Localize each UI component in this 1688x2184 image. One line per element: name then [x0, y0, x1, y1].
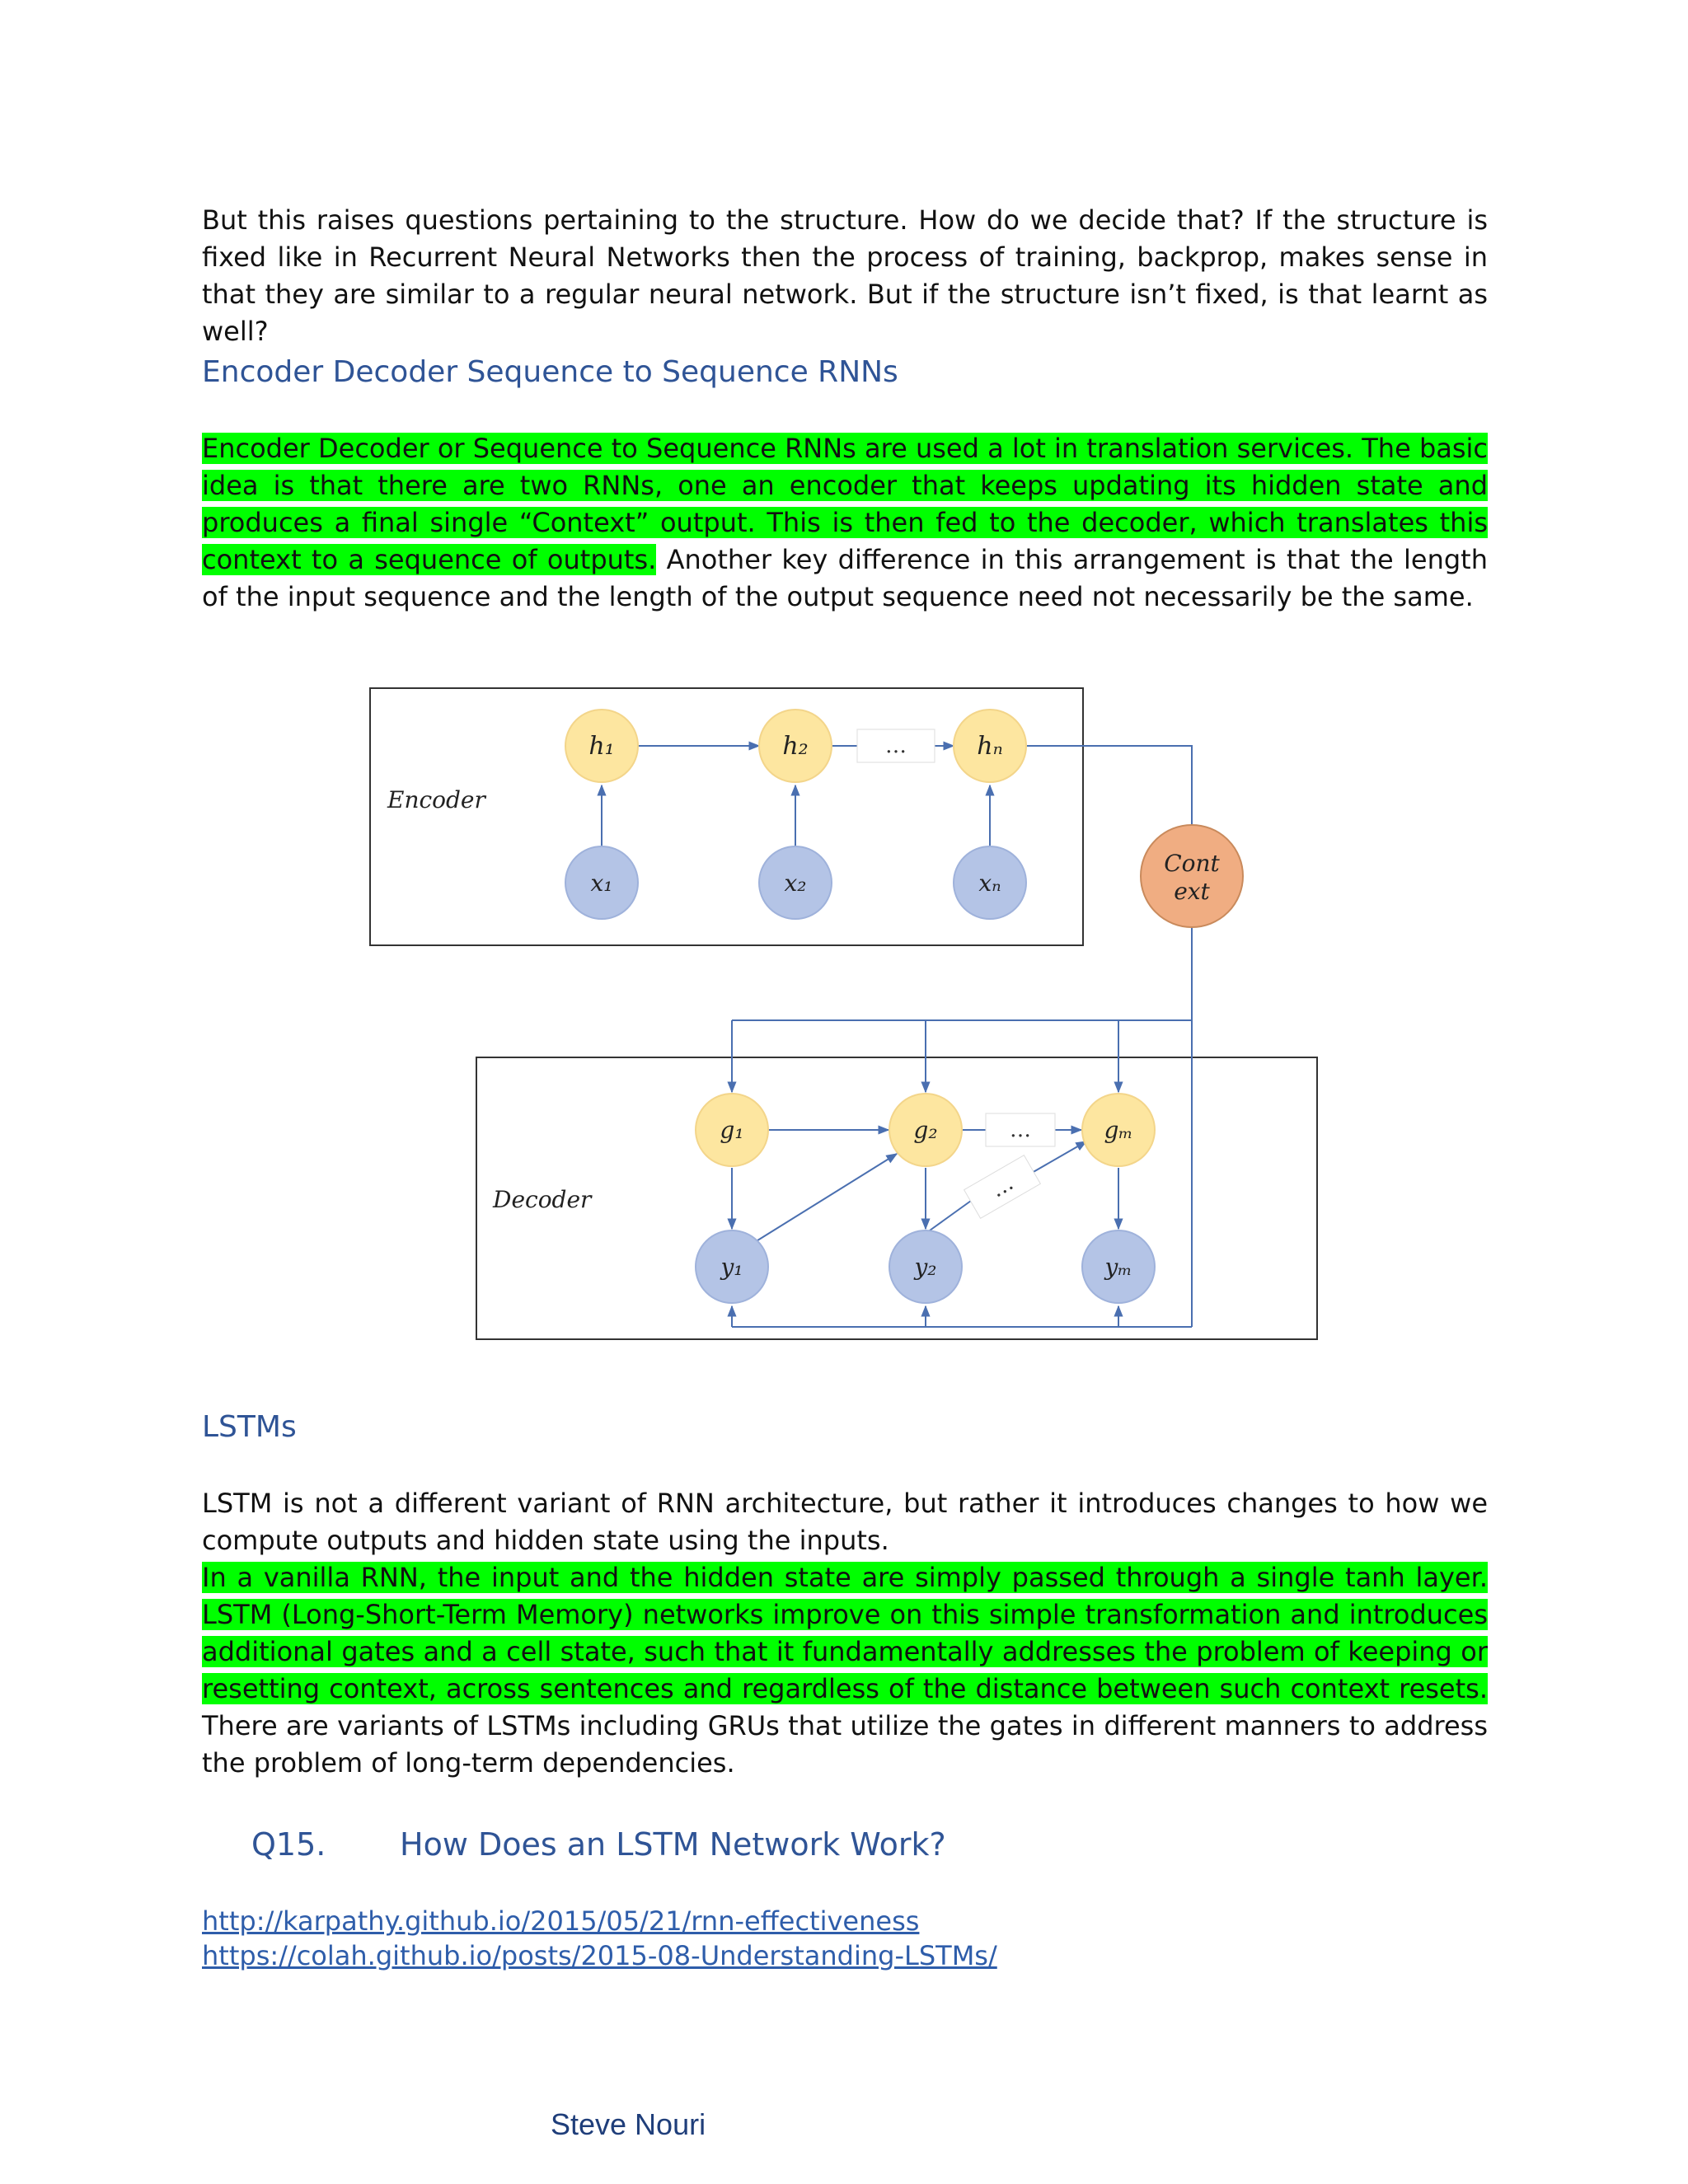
- decoder-node-g1: [696, 1094, 768, 1166]
- svg-text:x₁: x₁: [590, 869, 613, 897]
- hidden-node-hn: [954, 710, 1026, 782]
- question-title: How Does an LSTM Network Work?: [400, 1826, 946, 1863]
- section-heading-lstms: LSTMs: [202, 1410, 297, 1444]
- svg-text:h₂: h₂: [782, 732, 809, 761]
- section-heading-encoder-decoder: Encoder Decoder Sequence to Sequence RNNs: [202, 355, 898, 389]
- highlighted-text: In a vanilla RNN, the input and the hidden state are simply passed through a single tanh layer. LSTM (Long-Short-Term Memory) networks improve on this simple transformation and introduces additional gates and a cell state, such that it fundamentally addresses the problem of keeping or resetting context, across sentences and regardless of the distance between such context resets.: [202, 1562, 1488, 1704]
- svg-text:ext: ext: [1174, 878, 1210, 905]
- hidden-node-h2: [759, 710, 832, 782]
- plain-text: There are variants of LSTMs including GRUs that utilize the gates in different manners to address the problem of long-term dependencies.: [202, 1710, 1488, 1779]
- lstm-detail-paragraph: [202, 1559, 1488, 1782]
- ellipsis-decoder: …: [1010, 1118, 1031, 1142]
- encoder-label: Encoder: [387, 786, 485, 813]
- output-node-y1: [696, 1230, 768, 1303]
- svg-text:h₁: h₁: [588, 732, 615, 761]
- question-number: Q15.: [251, 1826, 326, 1863]
- encoder-decoder-paragraph: [202, 430, 1488, 616]
- svg-text:y₂: y₂: [914, 1254, 937, 1281]
- svg-text:xₙ: xₙ: [978, 869, 1001, 897]
- link-karpathy[interactable]: http://karpathy.github.io/2015/05/21/rnn-effectiveness: [202, 1905, 920, 1937]
- lstm-intro-paragraph: LSTM is not a different variant of RNN architecture, but rather it introduces changes to how we compute outputs and hidden state using the inputs.: [202, 1488, 1488, 1556]
- svg-text:yₘ: yₘ: [1104, 1254, 1132, 1281]
- decoder-node-gm: [1082, 1094, 1155, 1166]
- decoder-label: Decoder: [493, 1186, 592, 1213]
- ellipsis-decoder-diagonal: …: [987, 1170, 1018, 1203]
- hidden-node-h1: [565, 710, 638, 782]
- edge-y1-g2: [755, 1154, 897, 1242]
- link-colah[interactable]: https://colah.github.io/posts/2015-08-Understanding-LSTMs/: [202, 1940, 997, 1971]
- intro-paragraph: But this raises questions pertaining to the structure. How do we decide that? If the structure is fixed like in Recurrent Neural Networks then the process of training, backprop, makes sense in that they are similar to a regular neural network. But if the structure isn’t fixed, is that learnt as well?: [202, 204, 1488, 347]
- output-node-y2: [889, 1230, 962, 1303]
- output-node-ym: [1082, 1230, 1155, 1303]
- input-node-x2: [759, 846, 832, 919]
- context-node: [1141, 825, 1243, 927]
- footer-author: Steve Nouri: [551, 2107, 706, 2141]
- svg-text:g₂: g₂: [913, 1117, 938, 1144]
- edge-y2-ellipsis: [930, 1201, 971, 1230]
- svg-text:x₂: x₂: [784, 869, 807, 897]
- svg-text:Cont: Cont: [1164, 850, 1220, 877]
- svg-text:g₁: g₁: [720, 1117, 744, 1144]
- ellipsis-encoder: …: [885, 733, 907, 758]
- input-node-xn: [954, 846, 1026, 919]
- decoder-node-g2: [889, 1094, 962, 1166]
- svg-text:hₙ: hₙ: [977, 732, 1003, 761]
- svg-text:gₘ: gₘ: [1104, 1117, 1133, 1144]
- input-node-x1: [565, 846, 638, 919]
- plain-text: Another key difference in this arrangement is that the length of the input sequence and the length of the output sequence need not necessarily be the same.: [202, 544, 1489, 612]
- highlighted-text: Encoder Decoder or Sequence to Sequence RNNs are used a lot in translation services. The basic idea is that there are two RNNs, one an encoder that keeps updating its hidden state and produces a final single “Context” output. This is then fed to the decoder, which translates this context to a sequence of outputs.: [202, 433, 1489, 575]
- edge-hn-context: [1027, 746, 1192, 843]
- svg-text:y₁: y₁: [720, 1254, 743, 1281]
- encoder-decoder-diagram: [363, 680, 1327, 1347]
